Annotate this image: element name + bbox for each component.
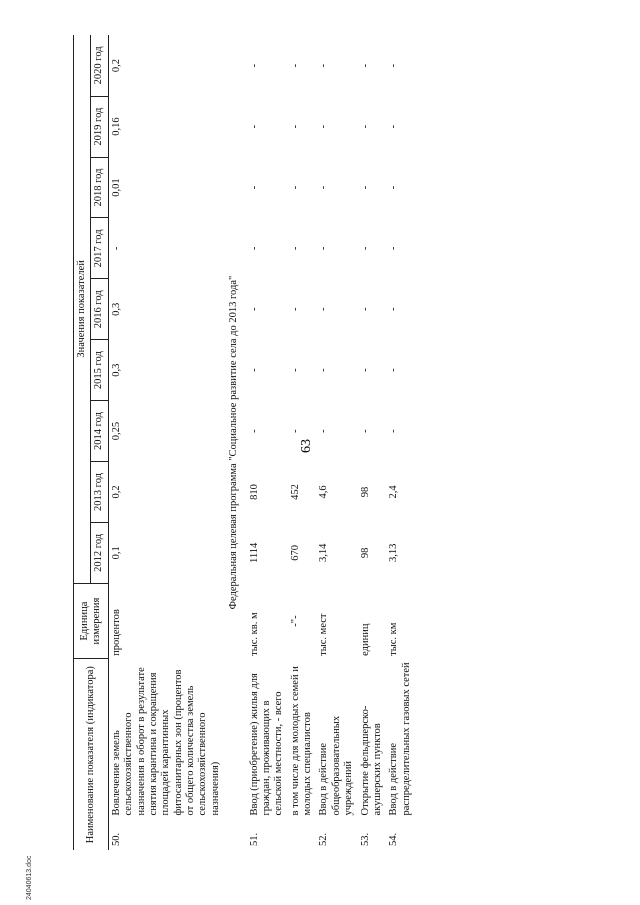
cell-2018: - bbox=[248, 185, 260, 190]
cell-2017: - bbox=[248, 246, 260, 251]
row-index: 52. bbox=[318, 832, 330, 846]
cell-2019: - bbox=[289, 124, 301, 129]
cell-2016: 0,3 bbox=[110, 302, 122, 316]
cell-2020: 0,2 bbox=[110, 59, 122, 73]
cell-2013: 810 bbox=[248, 484, 260, 500]
cell-2015: - bbox=[388, 368, 400, 372]
cell-2016: - bbox=[289, 307, 301, 312]
row-name: Открытие фельдшерско-акушерских пунктов bbox=[359, 705, 383, 816]
cell-2020: - bbox=[318, 63, 330, 68]
cell-2019: - bbox=[318, 124, 330, 129]
row-name: Ввод в действие распределительных газовых сетей bbox=[388, 662, 412, 816]
page-number: 63 bbox=[299, 439, 314, 453]
cell-2019: - bbox=[359, 124, 371, 129]
cell-2017: - bbox=[388, 246, 400, 251]
cell-2013: 0,2 bbox=[110, 485, 122, 499]
cell-2012: 1114 bbox=[248, 542, 260, 563]
cell-2013: 4,6 bbox=[318, 485, 330, 499]
cell-2014: - bbox=[289, 429, 301, 433]
cell-2020: - bbox=[289, 63, 301, 68]
row-name: в том числе для молодых семей и молодых специалистов bbox=[289, 666, 313, 816]
table-row bbox=[288, 35, 317, 850]
rotated-table-area bbox=[73, 10, 640, 850]
cell-2020: - bbox=[359, 63, 371, 68]
year-2020: 2020 год bbox=[91, 35, 108, 96]
row-index: 53. bbox=[359, 832, 371, 846]
cell-2016: - bbox=[318, 307, 330, 312]
cell-2020: - bbox=[388, 63, 400, 68]
year-2017: 2017 год bbox=[91, 218, 108, 279]
cell-2015: - bbox=[318, 368, 330, 372]
cell-2013: 98 bbox=[359, 486, 371, 498]
row-index bbox=[288, 819, 317, 851]
cell-2018: - bbox=[289, 185, 301, 190]
cell-2015: 0,3 bbox=[110, 363, 122, 377]
year-2018: 2018 год bbox=[91, 157, 108, 218]
cell-2018: - bbox=[359, 185, 371, 190]
cell-2014: - bbox=[388, 429, 400, 433]
cell-2020: - bbox=[248, 63, 260, 68]
table-row bbox=[247, 35, 288, 850]
header-row-1 bbox=[74, 35, 91, 850]
section-title: Федеральная целевая программа "Социальное развитие села до 2013 года" bbox=[228, 275, 240, 610]
table-row bbox=[386, 35, 415, 850]
header-values: Значения показателей bbox=[74, 35, 91, 583]
row-unit: тыс. мест bbox=[318, 613, 330, 656]
cell-2012: 3,14 bbox=[318, 543, 330, 563]
section-row bbox=[224, 35, 246, 850]
cell-2012: 3,13 bbox=[388, 543, 400, 563]
cell-2016: - bbox=[248, 307, 260, 312]
cell-2017: - bbox=[318, 246, 330, 251]
year-2013: 2013 год bbox=[91, 462, 108, 523]
year-2015: 2015 год bbox=[91, 340, 108, 401]
row-name: Вовлечение земель сельскохозяйственного назначения в оборот в результате снятия карантина и сокращения площадей карантинных фитосанитарных зон (процентов от общего количества земель сельскохозяйственного назначения) bbox=[110, 667, 221, 816]
row-unit: тыс. км bbox=[388, 622, 400, 656]
cell-2017: - bbox=[359, 246, 371, 251]
row-index: 54. bbox=[388, 832, 400, 846]
cell-2013: 2,4 bbox=[388, 485, 400, 499]
header-unit: Единица измерения bbox=[74, 583, 109, 659]
row-unit: тыс. кв. м bbox=[248, 612, 260, 656]
year-2014: 2014 год bbox=[91, 401, 108, 462]
year-2019: 2019 год bbox=[91, 96, 108, 157]
table-row bbox=[358, 35, 387, 850]
cell-2012: 670 bbox=[289, 544, 301, 561]
header-name: Наименование показателя (индикатора) bbox=[74, 659, 109, 850]
cell-2013: 452 bbox=[289, 484, 301, 500]
cell-2018: - bbox=[318, 185, 330, 190]
footer-filename: 24040613.doc bbox=[26, 855, 33, 900]
cell-2012: 0,1 bbox=[110, 546, 122, 560]
cell-2014: - bbox=[359, 429, 371, 433]
row-index: 51. bbox=[248, 832, 260, 846]
row-unit: единиц bbox=[359, 623, 371, 656]
indicators-table bbox=[73, 35, 415, 850]
row-index: 50. bbox=[110, 832, 122, 846]
row-name: Ввод (приобретение) жилья для граждан, проживающих в сельской местности, - всего bbox=[248, 673, 285, 816]
cell-2018: - bbox=[388, 185, 400, 190]
year-2012: 2012 год bbox=[91, 522, 108, 583]
table-row bbox=[316, 35, 357, 850]
cell-2019: 0,16 bbox=[110, 117, 122, 136]
cell-2014: - bbox=[318, 429, 330, 433]
cell-2019: - bbox=[388, 124, 400, 129]
table-row bbox=[108, 35, 224, 850]
cell-2018: 0,01 bbox=[110, 178, 122, 197]
row-name: Ввод в действие общеобразовательных учреждений bbox=[318, 715, 355, 816]
row-unit: процентов bbox=[110, 609, 122, 656]
cell-2014: - bbox=[248, 429, 260, 433]
cell-2017: - bbox=[110, 246, 122, 251]
cell-2014: 0,25 bbox=[110, 421, 122, 441]
row-unit: -"- bbox=[289, 615, 301, 627]
cell-2015: - bbox=[289, 368, 301, 372]
cell-2016: - bbox=[388, 307, 400, 312]
year-2016: 2016 год bbox=[91, 279, 108, 340]
cell-2016: - bbox=[359, 307, 371, 312]
cell-2012: 98 bbox=[359, 547, 371, 559]
cell-2017: - bbox=[289, 246, 301, 251]
cell-2015: - bbox=[248, 368, 260, 372]
cell-2019: - bbox=[248, 124, 260, 129]
cell-2015: - bbox=[359, 368, 371, 372]
